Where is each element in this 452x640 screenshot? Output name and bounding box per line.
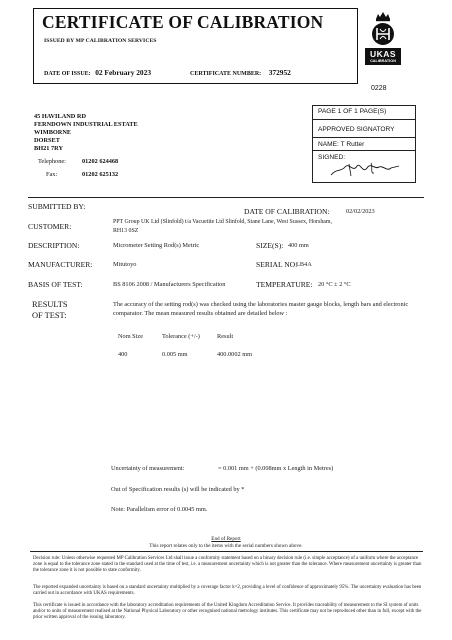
fax-value: 01202 625132 — [82, 171, 119, 178]
table-header-tolerance: Tolerance (+/-) — [162, 333, 200, 340]
address-line: 45 HAVILAND RD — [34, 113, 87, 120]
date-of-issue-label: DATE OF ISSUE: — [44, 71, 91, 77]
certificate-title: CERTIFICATE OF CALIBRATION — [42, 12, 324, 32]
customer-value-line2: RH13 0SZ — [113, 228, 139, 234]
ukas-logo-text: UKAS — [369, 49, 397, 59]
certificate-number-value: 372952 — [268, 68, 291, 77]
table-header-result: Result — [217, 333, 234, 340]
address-line: WIMBORNE — [34, 129, 72, 136]
footer-divider — [30, 551, 423, 552]
customer-value: PPT Group UK Ltd (Slinfold) t/a Vacuetite Ltd Slinfold, Stane Lane, West Sussex, Horsham, — [113, 219, 332, 225]
address-line: FERNDOWN INDUSTRIAL ESTATE — [34, 121, 138, 128]
signatory-box — [312, 105, 416, 183]
issued-by: ISSUED BY MP CALIBRATION SERVICES — [44, 38, 157, 44]
uncertainty-label: Uncertainty of measurement: — [111, 465, 185, 472]
certificate-number-row — [190, 68, 291, 77]
size-label: SIZE(S): — [256, 241, 284, 250]
results-label-line2: OF TEST: — [32, 311, 67, 320]
uncertainty-value: = 0.001 mm + (0.008mm x Length in Metres) — [218, 465, 334, 472]
out-of-spec-note: Out of Specification results (s) will be indicated by * — [111, 486, 245, 493]
description-value: Micrometer Setting Rod(s) Metric — [113, 242, 200, 249]
accreditation-statement: This certificate is issued in accordance with the laboratory accreditation requirements of the United Kingdom Accreditation Service. It provides traceability of measurement to the SI system of units and/or to units of measurement realised at the National Physical Laboratory or other recognised national metrology institutes. This certificate may not be reproduced other than in full, except with the prior written approval of the issuing laboratory. — [33, 603, 422, 620]
approved-signatory: APPROVED SIGNATORY — [318, 126, 395, 133]
customer-label: CUSTOMER: — [28, 222, 72, 231]
address-line: DORSET — [34, 137, 60, 144]
basis-of-test-label: BASIS OF TEST: — [28, 280, 83, 289]
submitted-by-label: SUBMITTED BY: — [28, 202, 86, 211]
basis-of-test-value: BS 8106 2008 / Manufacturers Specification — [113, 281, 226, 288]
signatory-name: NAME: T Rutter — [318, 141, 365, 148]
size-value: 400 mm — [288, 242, 309, 249]
signature-image — [327, 158, 405, 180]
temperature-label: TEMPERATURE: — [256, 280, 313, 289]
address-line: BH21 7RY — [34, 145, 63, 152]
description-label: DESCRIPTION: — [28, 241, 80, 250]
telephone-value: 01202 624468 — [82, 158, 119, 165]
ukas-number: 0228 — [371, 85, 387, 92]
serial-value: LB4A — [296, 261, 312, 268]
table-cell-tolerance: 0.005 mm — [162, 351, 188, 358]
table-header-nom-size: Nom Size — [118, 333, 144, 340]
decision-rule-text: Decision rule: Unless otherwise requested MP Calibration Services Ltd shall issue a conformity statement based on a binary decision rule (i.e. simple acceptance) of a uniform where the acceptance zone is equal to the tolerance zone stated in the standard used at the time of test, i.e. a measurement uncertainty which is not greater than the tolerance. Where measurement uncertainty is greater than the tolerance zone it is not possible to state conformity. — [33, 556, 422, 573]
temperature-value: 20 °C ± 2 °C — [318, 281, 351, 288]
end-of-report: End of Report — [211, 536, 241, 542]
parallelism-note: Note: Parallelism error of 0.0045 mm. — [111, 506, 208, 513]
signed-label: SIGNED: — [318, 154, 346, 161]
date-of-calibration-value: 02/02/2023 — [346, 208, 375, 215]
manufacturer-value: Mitutoyo — [113, 261, 137, 268]
serial-label: SERIAL NO: — [256, 260, 298, 269]
results-label: RESULTS — [32, 300, 68, 309]
ukas-logo-subtext: CALIBRATION — [370, 59, 396, 63]
uncertainty-statement: The reported expanded uncertainty is based on a standard uncertainty multiplied by a coverage factor k=2, providing a level of confidence of approximately 95%. The uncertainty evaluation has been carried out in accordance with UKAS requirements. — [33, 585, 422, 596]
certificate-number-label: CERTIFICATE NUMBER: — [190, 71, 262, 77]
results-text: The accuracy of the setting rod(s) was checked using the laboratories master gauge blocks, length bars and electronic comparator. The mean measured results obtained are detailed below : — [113, 301, 409, 317]
fax-label: Fax: — [46, 171, 58, 178]
date-of-calibration-label: DATE OF CALIBRATION: — [244, 207, 330, 216]
ukas-logo — [363, 10, 403, 66]
page-count: PAGE 1 OF 1 PAGE(S) — [318, 108, 387, 115]
section-divider — [28, 197, 424, 198]
table-cell-nom-size: 400 — [118, 351, 128, 358]
end-of-report-text: This report relates only to the items with the serial numbers shown above. — [149, 543, 303, 549]
table-cell-result: 400.0002 mm — [217, 351, 252, 358]
date-of-issue-value: 02 February 2023 — [95, 68, 152, 77]
manufacturer-label: MANUFACTURER: — [28, 260, 93, 269]
telephone-label: Telephone: — [38, 158, 66, 165]
date-of-issue-row — [44, 68, 151, 77]
